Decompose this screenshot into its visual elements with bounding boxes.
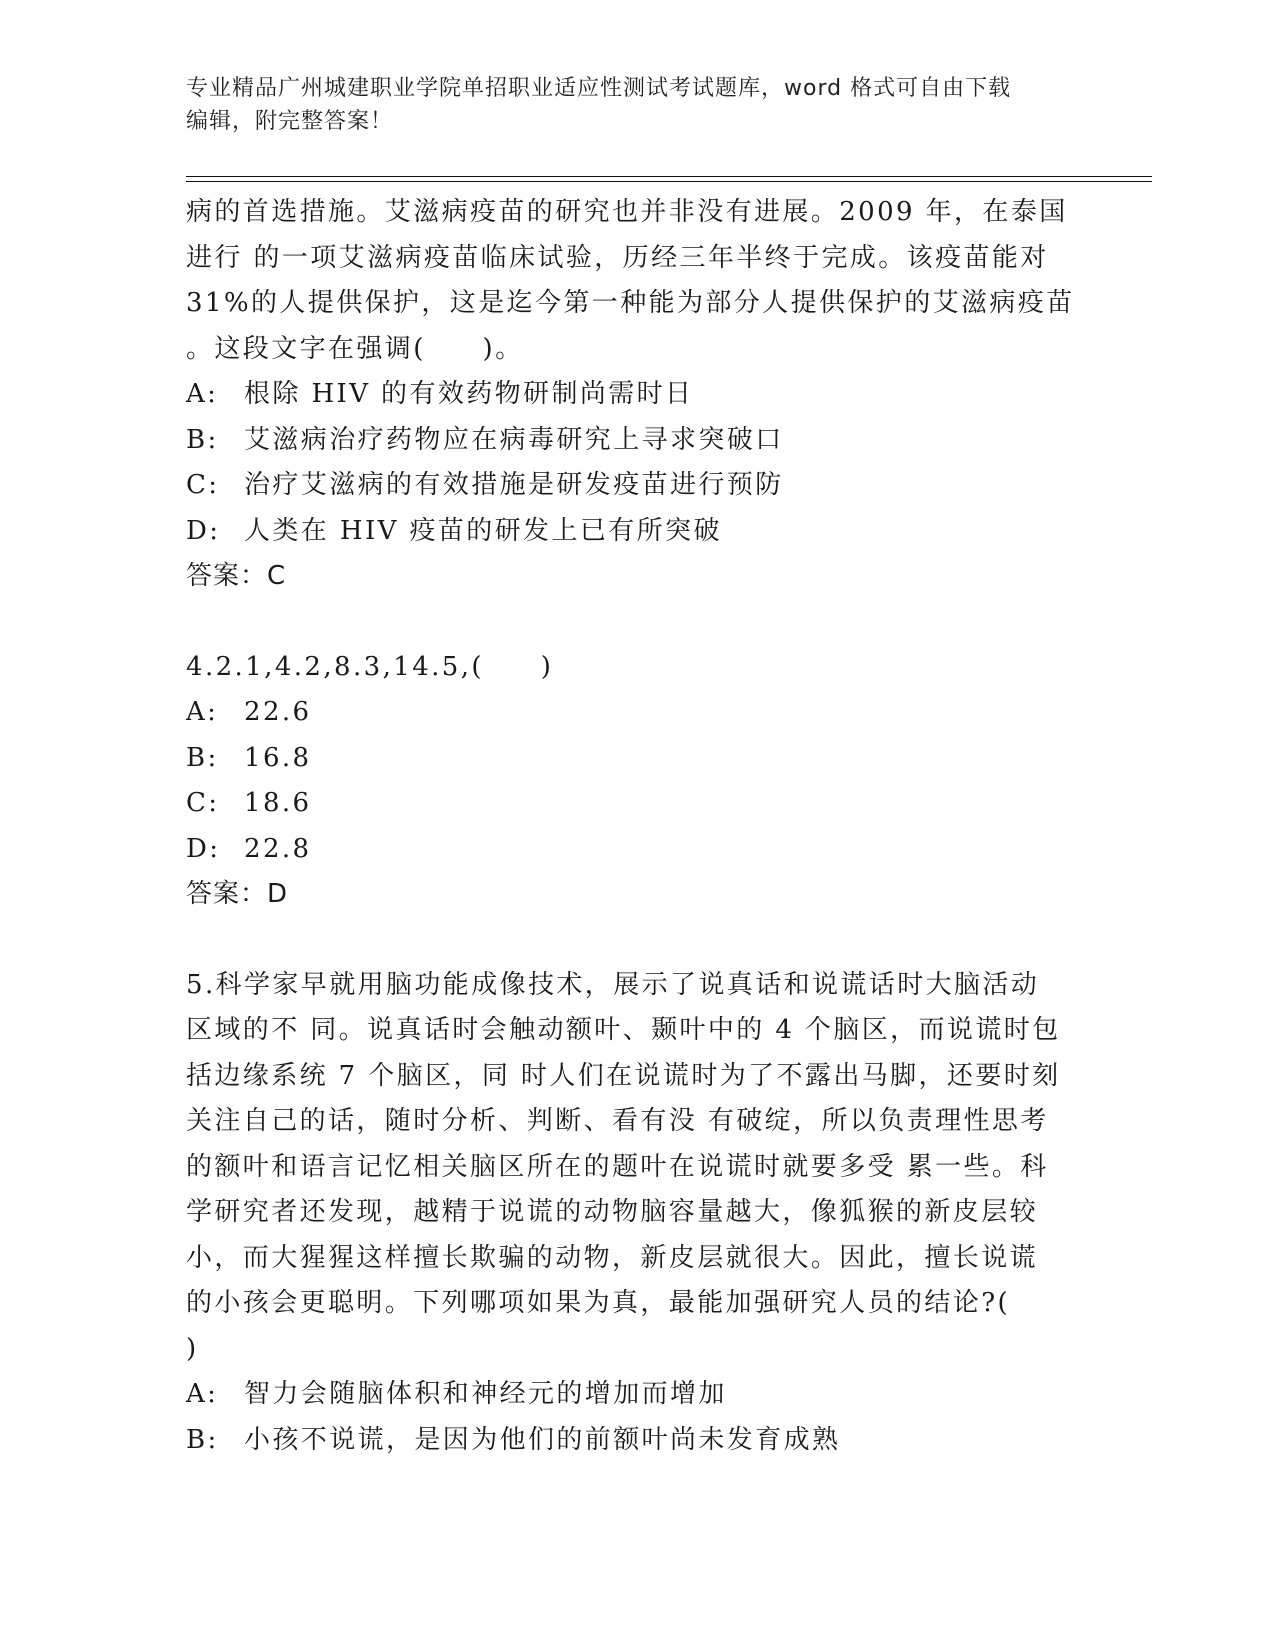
spacer: [186, 918, 1066, 963]
option-letter: B:: [186, 1424, 219, 1455]
question-stem-line: 括边缘系统 7 个脑区，同 时人们在说谎时为了不露出马脚，还要时刻: [186, 1060, 1061, 1091]
option-text: 小孩不说谎，是因为他们的前额叶尚未发育成熟: [244, 1424, 841, 1455]
option-b: [186, 418, 1066, 464]
spacer: [186, 600, 1066, 645]
option-letter: C:: [186, 470, 220, 500]
option-text: 22.6: [244, 697, 312, 727]
question-4: [186, 645, 1066, 918]
option-a: [186, 372, 1066, 418]
option-letter: D:: [186, 833, 221, 864]
header-divider-bottom: [186, 181, 1152, 182]
document-body: [186, 190, 1075, 1463]
question-stem-line: 的小孩会更聪明。下列哪项如果为真，最能加强研究人员的结论?(: [186, 1288, 1011, 1318]
option-a: [186, 1372, 1066, 1418]
question-stem: 4.2.1,4.2,8.3,14.5,( ): [186, 651, 554, 682]
option-a: [186, 690, 1066, 736]
question-stem-line: 31%的人提供保护，这是迄今第一种能为部分人提供保护的艾滋病疫苗: [186, 288, 1075, 318]
option-text: 18.6: [244, 788, 312, 818]
option-letter: D:: [186, 515, 221, 546]
question-stem-line: 关注自己的话，随时分析、判断、看有没 有破绽，所以负责理性思考: [186, 1106, 1049, 1136]
option-d: [186, 827, 1066, 873]
option-letter: A:: [186, 697, 219, 727]
question-stem-line: 的额叶和语言记忆相关脑区所在的题叶在说谎时就要多受 累一些。科: [186, 1151, 1049, 1182]
option-text: 22.8: [244, 833, 312, 864]
question-stem-line: 小，而大猩猩这样擅长欺骗的动物，新皮层就很大。因此，擅长说谎: [186, 1242, 1039, 1273]
option-text: 智力会随脑体积和神经元的增加而增加: [244, 1379, 727, 1409]
option-text: 艾滋病治疗药物应在病毒研究上寻求突破口: [244, 424, 784, 455]
option-c: [186, 463, 1066, 509]
option-d: [186, 509, 1066, 555]
header-line-1: 专业精品广州城建职业学院单招职业适应性测试考试题库，word 格式可自由下载: [186, 76, 1012, 101]
page-header: [186, 72, 1066, 138]
option-text: 治疗艾滋病的有效措施是研发疫苗进行预防: [244, 470, 784, 500]
question-stem-line: 病的首选措施。艾滋病疫苗的研究也并非没有进展。2009 年，在泰国: [186, 197, 1068, 227]
header-line-2: 编辑，附完整答案！: [186, 109, 394, 134]
option-text: 根除 HIV 的有效药物研制尚需时日: [244, 379, 694, 409]
option-text: 人类在 HIV 疫苗的研发上已有所突破: [244, 515, 722, 546]
option-letter: A:: [186, 1379, 219, 1409]
question-stem-line: 学研究者还发现，越精于说谎的动物脑容量越大，像狐猴的新皮层较: [186, 1197, 1039, 1227]
header-divider-top: [186, 176, 1152, 177]
question-stem-line: ): [186, 1333, 199, 1364]
option-text: 16.8: [244, 742, 312, 773]
option-b: [186, 1418, 1066, 1464]
question-stem-line: 。这段文字在强调( )。: [186, 333, 524, 364]
question-stem-line: 5.科学家早就用脑功能成像技术，展示了说真话和说谎话时大脑活动: [186, 969, 1040, 1000]
question-3: [186, 190, 1075, 600]
option-letter: B:: [186, 424, 219, 455]
option-letter: B:: [186, 742, 219, 773]
option-b: [186, 736, 1066, 782]
option-c: [186, 781, 1066, 827]
question-5: [186, 963, 1066, 1464]
option-letter: C:: [186, 788, 220, 818]
question-stem-line: 进行 的一项艾滋病疫苗临床试验，历经三年半终于完成。该疫苗能对: [186, 242, 1049, 273]
answer-label: 答案：C: [186, 561, 287, 591]
answer-label: 答案：D: [186, 879, 289, 909]
option-letter: A:: [186, 379, 219, 409]
question-stem-line: 区域的不 同。说真话时会触动额叶、颞叶中的 4 个脑区，而说谎时包: [186, 1015, 1061, 1045]
